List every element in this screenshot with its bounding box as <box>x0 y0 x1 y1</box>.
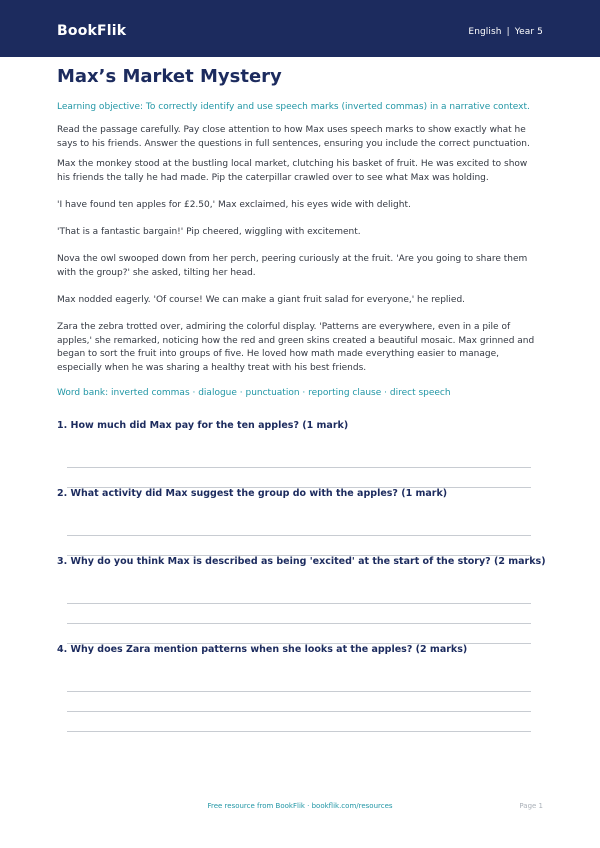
question-4: 4. Why does Zara mention patterns when she looks at the apples? (2 marks) <box>57 644 468 655</box>
question-1: 1. How much did Max pay for the ten apples? (1 mark) <box>57 420 349 431</box>
page-title: Max’s Market Mystery <box>57 66 282 87</box>
question-3: 3. Why do you think Max is described as being 'excited' at the start of the story? (2 marks) <box>57 556 546 567</box>
answer-line[interactable] <box>67 623 531 624</box>
meta-separator: | <box>506 27 510 37</box>
passage-paragraph: Nova the owl swooped down from her perch, peering curiously at the fruit. 'Are you going to share them with the group?' she asked, tilting her head. <box>57 254 528 278</box>
learning-objective: Learning objective: To correctly identify and use speech marks (inverted commas) in a narrative context. <box>57 102 530 112</box>
answer-line[interactable] <box>67 603 531 604</box>
answer-line[interactable] <box>67 731 531 732</box>
answer-line[interactable] <box>67 467 531 468</box>
subject-meta <box>468 27 543 37</box>
page-number: Page 1 <box>519 802 543 810</box>
passage-paragraph: Max the monkey stood at the bustling local market, clutching his basket of fruit. He was excited to show his friends the tally he had made. Pip the caterpillar crawled over to see what Max was holding. <box>57 159 528 183</box>
brand-logo: BookFlik <box>57 23 127 39</box>
header-bar <box>0 0 600 57</box>
passage-paragraph: 'I have found ten apples for £2.50,' Max exclaimed, his eyes wide with delight. <box>57 200 411 210</box>
word-bank: Word bank: inverted commas · dialogue · punctuation · reporting clause · direct speech <box>57 388 451 398</box>
year-label: Year 5 <box>514 27 543 37</box>
passage-paragraph: 'That is a fantastic bargain!' Pip cheered, wiggling with excitement. <box>57 227 361 237</box>
answer-line[interactable] <box>67 691 531 692</box>
question-2: 2. What activity did Max suggest the group do with the apples? (1 mark) <box>57 488 448 499</box>
answer-line[interactable] <box>67 535 531 536</box>
subject-label: English <box>468 27 502 37</box>
instructions: Read the passage carefully. Pay close attention to how Max uses speech marks to show exactly what he says to his friends. Answer the questions in full sentences, ensuring you include the correct punctuation. <box>57 125 530 149</box>
footer-resource: Free resource from BookFlik · bookflik.com/resources <box>207 802 393 810</box>
answer-line[interactable] <box>67 711 531 712</box>
passage-paragraph: Zara the zebra trotted over, admiring the colorful display. 'Patterns are everywhere, even in a pile of apples,' she remarked, noticing how the red and green skins created a beautiful mosaic. Max grinned and began to sort the fruit into groups of five. He loved how math made everything easier to manage, especially when he was sharing a healthy treat with his best friends. <box>57 322 535 373</box>
passage-paragraph: Max nodded eagerly. 'Of course! We can make a giant fruit salad for everyone,' he replied. <box>57 295 466 305</box>
